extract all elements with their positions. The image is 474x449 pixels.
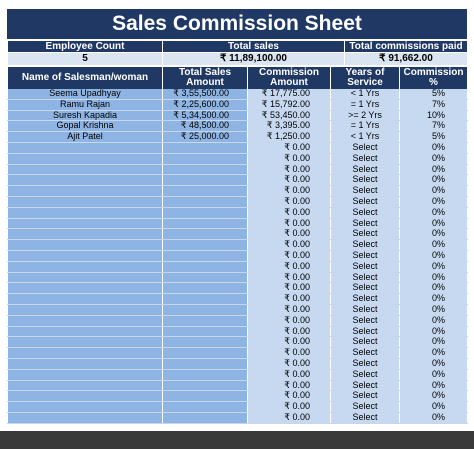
- table-row: [8, 240, 468, 251]
- commission-amount-cell[interactable]: ₹ 3,395.00: [248, 121, 331, 132]
- total-sales-label: Total sales: [163, 40, 345, 53]
- total-sales-cell[interactable]: [163, 315, 248, 326]
- years-of-service-cell[interactable]: Select: [331, 240, 400, 251]
- commission-percent-cell[interactable]: 0%: [400, 358, 468, 369]
- table-row: [8, 153, 468, 164]
- years-of-service-cell[interactable]: Select: [331, 304, 400, 315]
- commission-amount-cell[interactable]: ₹ 0.00: [248, 391, 331, 402]
- salesperson-name-cell[interactable]: [8, 229, 163, 240]
- years-of-service-cell[interactable]: Select: [331, 283, 400, 294]
- commission-percent-cell[interactable]: 5%: [400, 89, 468, 99]
- table-row: [8, 304, 468, 315]
- table-row: [8, 250, 468, 261]
- commission-percent-cell[interactable]: 0%: [400, 186, 468, 197]
- commission-amount-cell[interactable]: ₹ 0.00: [248, 207, 331, 218]
- table-row: [8, 207, 468, 218]
- years-of-service-cell[interactable]: Select: [331, 294, 400, 305]
- commission-amount-cell[interactable]: ₹ 0.00: [248, 326, 331, 337]
- commission-amount-cell[interactable]: ₹ 0.00: [248, 380, 331, 391]
- commission-percent-cell[interactable]: 0%: [400, 240, 468, 251]
- header-total-sales: Total Sales Amount: [163, 66, 248, 89]
- sheet-title: Sales Commission Sheet: [7, 9, 467, 39]
- total-sales-cell[interactable]: [163, 380, 248, 391]
- salesperson-name-cell[interactable]: [8, 196, 163, 207]
- commission-amount-cell[interactable]: ₹ 0.00: [248, 250, 331, 261]
- table-row: [8, 369, 468, 380]
- commission-amount-cell[interactable]: ₹ 0.00: [248, 272, 331, 283]
- commission-amount-cell[interactable]: ₹ 0.00: [248, 196, 331, 207]
- years-of-service-cell[interactable]: Select: [331, 391, 400, 402]
- salesperson-name-cell[interactable]: Ajit Patel: [8, 132, 163, 143]
- total-sales-cell[interactable]: [163, 142, 248, 153]
- total-sales-cell[interactable]: [163, 402, 248, 413]
- years-of-service-cell[interactable]: Select: [331, 337, 400, 348]
- table-row: [8, 402, 468, 413]
- header-years-of-service: Years of Service: [331, 66, 400, 89]
- table-row: [8, 132, 468, 143]
- years-of-service-cell[interactable]: Select: [331, 369, 400, 380]
- total-sales-cell[interactable]: [163, 207, 248, 218]
- years-of-service-cell[interactable]: Select: [331, 218, 400, 229]
- years-of-service-cell[interactable]: Select: [331, 186, 400, 197]
- years-of-service-cell[interactable]: Select: [331, 175, 400, 186]
- years-of-service-cell[interactable]: Select: [331, 142, 400, 153]
- years-of-service-cell[interactable]: Select: [331, 164, 400, 175]
- total-sales-cell[interactable]: [163, 229, 248, 240]
- years-of-service-cell[interactable]: Select: [331, 412, 400, 423]
- commission-percent-cell[interactable]: 0%: [400, 250, 468, 261]
- salesperson-name-cell[interactable]: [8, 391, 163, 402]
- header-commission-percent: Commission %: [400, 66, 468, 89]
- total-sales-cell[interactable]: [163, 272, 248, 283]
- salesperson-name-cell[interactable]: [8, 186, 163, 197]
- table-row: [8, 348, 468, 359]
- years-of-service-cell[interactable]: < 1 Yrs: [331, 132, 400, 143]
- commission-amount-cell[interactable]: ₹ 1,250.00: [248, 132, 331, 143]
- salesperson-name-cell[interactable]: [8, 315, 163, 326]
- years-of-service-cell[interactable]: Select: [331, 250, 400, 261]
- salesperson-name-cell[interactable]: [8, 207, 163, 218]
- total-sales-cell[interactable]: [163, 175, 248, 186]
- total-sales-cell[interactable]: [163, 337, 248, 348]
- salesperson-name-cell[interactable]: Ramu Rajan: [8, 99, 163, 110]
- commission-percent-cell[interactable]: 10%: [400, 110, 468, 121]
- total-sales-cell[interactable]: ₹ 25,000.00: [163, 132, 248, 143]
- commission-amount-cell[interactable]: ₹ 17,775.00: [248, 89, 331, 99]
- salesperson-name-cell[interactable]: [8, 283, 163, 294]
- commission-percent-cell[interactable]: 0%: [400, 380, 468, 391]
- commission-amount-cell[interactable]: ₹ 0.00: [248, 315, 331, 326]
- table-row: [8, 110, 468, 121]
- table-row: [8, 380, 468, 391]
- total-sales-cell[interactable]: [163, 196, 248, 207]
- salesperson-name-cell[interactable]: Suresh Kapadia: [8, 110, 163, 121]
- summary-header-row: [8, 40, 468, 53]
- salesperson-name-cell[interactable]: [8, 294, 163, 305]
- commission-percent-cell[interactable]: 0%: [400, 272, 468, 283]
- employee-count-label: Employee Count: [8, 40, 163, 53]
- table-row: [8, 164, 468, 175]
- salesperson-name-cell[interactable]: [8, 240, 163, 251]
- years-of-service-cell[interactable]: Select: [331, 196, 400, 207]
- commission-percent-cell[interactable]: 0%: [400, 391, 468, 402]
- table-row: [8, 391, 468, 402]
- commission-percent-cell[interactable]: 0%: [400, 153, 468, 164]
- commission-percent-cell[interactable]: 0%: [400, 261, 468, 272]
- salesperson-name-cell[interactable]: [8, 175, 163, 186]
- table-row: [8, 229, 468, 240]
- total-commissions-cell[interactable]: ₹ 91,662.00: [345, 53, 468, 66]
- commission-amount-cell[interactable]: ₹ 0.00: [248, 283, 331, 294]
- years-of-service-cell[interactable]: Select: [331, 229, 400, 240]
- years-of-service-cell[interactable]: Select: [331, 207, 400, 218]
- commission-sheet: [7, 9, 467, 424]
- commission-percent-cell[interactable]: 0%: [400, 402, 468, 413]
- commission-percent-cell[interactable]: 0%: [400, 196, 468, 207]
- commission-percent-cell[interactable]: 7%: [400, 99, 468, 110]
- commission-amount-cell[interactable]: ₹ 0.00: [248, 261, 331, 272]
- commission-percent-cell[interactable]: 0%: [400, 207, 468, 218]
- commission-percent-cell[interactable]: 0%: [400, 142, 468, 153]
- years-of-service-cell[interactable]: Select: [331, 153, 400, 164]
- years-of-service-cell[interactable]: < 1 Yrs: [331, 89, 400, 99]
- header-name: Name of Salesman/woman: [8, 66, 163, 89]
- commission-percent-cell[interactable]: 0%: [400, 412, 468, 423]
- years-of-service-cell[interactable]: Select: [331, 326, 400, 337]
- commission-percent-cell[interactable]: 7%: [400, 121, 468, 132]
- total-sales-cell[interactable]: [163, 358, 248, 369]
- salesperson-name-cell[interactable]: [8, 304, 163, 315]
- commission-amount-cell[interactable]: ₹ 0.00: [248, 294, 331, 305]
- commission-amount-cell[interactable]: ₹ 0.00: [248, 175, 331, 186]
- total-sales-cell[interactable]: [163, 250, 248, 261]
- commission-amount-cell[interactable]: ₹ 53,450.00: [248, 110, 331, 121]
- years-of-service-cell[interactable]: Select: [331, 348, 400, 359]
- table-row: [8, 89, 468, 99]
- commission-percent-cell[interactable]: 0%: [400, 315, 468, 326]
- total-sales-cell[interactable]: ₹ 11,89,100.00: [163, 53, 345, 66]
- commission-percent-cell[interactable]: 0%: [400, 294, 468, 305]
- commission-amount-cell[interactable]: ₹ 0.00: [248, 348, 331, 359]
- commission-amount-cell[interactable]: ₹ 0.00: [248, 304, 331, 315]
- salesperson-name-cell[interactable]: [8, 337, 163, 348]
- salesperson-name-cell[interactable]: [8, 326, 163, 337]
- years-of-service-cell[interactable]: Select: [331, 380, 400, 391]
- commission-table: [7, 65, 468, 424]
- table-row: [8, 326, 468, 337]
- commission-percent-cell[interactable]: 0%: [400, 283, 468, 294]
- commission-percent-cell[interactable]: 0%: [400, 164, 468, 175]
- commission-amount-cell[interactable]: ₹ 0.00: [248, 153, 331, 164]
- table-row: [8, 186, 468, 197]
- total-sales-cell[interactable]: [163, 164, 248, 175]
- salesperson-name-cell[interactable]: [8, 218, 163, 229]
- salesperson-name-cell[interactable]: Seema Upadhyay: [8, 89, 163, 99]
- summary-table: [7, 39, 468, 65]
- salesperson-name-cell[interactable]: Gopal Krishna: [8, 121, 163, 132]
- total-sales-cell[interactable]: [163, 240, 248, 251]
- total-commissions-label: Total commissions paid: [345, 40, 468, 53]
- total-sales-cell[interactable]: [163, 304, 248, 315]
- table-row: [8, 142, 468, 153]
- table-row: [8, 272, 468, 283]
- years-of-service-cell[interactable]: Select: [331, 358, 400, 369]
- salesperson-name-cell[interactable]: [8, 153, 163, 164]
- header-commission-amount: Commission Amount: [248, 66, 331, 89]
- commission-percent-cell[interactable]: 0%: [400, 175, 468, 186]
- years-of-service-cell[interactable]: Select: [331, 402, 400, 413]
- total-sales-cell[interactable]: ₹ 2,25,600.00: [163, 99, 248, 110]
- table-row: [8, 218, 468, 229]
- total-sales-cell[interactable]: [163, 348, 248, 359]
- commission-percent-cell[interactable]: 0%: [400, 326, 468, 337]
- commission-percent-cell[interactable]: 0%: [400, 229, 468, 240]
- years-of-service-cell[interactable]: = 1 Yrs: [331, 99, 400, 110]
- total-sales-cell[interactable]: [163, 391, 248, 402]
- total-sales-cell[interactable]: [163, 283, 248, 294]
- table-row: [8, 337, 468, 348]
- salesperson-name-cell[interactable]: [8, 369, 163, 380]
- years-of-service-cell[interactable]: >= 2 Yrs: [331, 110, 400, 121]
- commission-amount-cell[interactable]: ₹ 0.00: [248, 337, 331, 348]
- table-row: [8, 315, 468, 326]
- total-sales-cell[interactable]: ₹ 3,55,500.00: [163, 89, 248, 99]
- salesperson-name-cell[interactable]: [8, 358, 163, 369]
- commission-amount-cell[interactable]: ₹ 0.00: [248, 369, 331, 380]
- table-row: [8, 412, 468, 423]
- total-sales-cell[interactable]: [163, 412, 248, 423]
- commission-amount-cell[interactable]: ₹ 0.00: [248, 164, 331, 175]
- total-sales-cell[interactable]: ₹ 48,500.00: [163, 121, 248, 132]
- total-sales-cell[interactable]: ₹ 5,34,500.00: [163, 110, 248, 121]
- total-sales-cell[interactable]: [163, 186, 248, 197]
- salesperson-name-cell[interactable]: [8, 380, 163, 391]
- salesperson-name-cell[interactable]: [8, 261, 163, 272]
- salesperson-name-cell[interactable]: [8, 348, 163, 359]
- years-of-service-cell[interactable]: Select: [331, 315, 400, 326]
- years-of-service-cell[interactable]: Select: [331, 272, 400, 283]
- total-sales-cell[interactable]: [163, 369, 248, 380]
- commission-amount-cell[interactable]: ₹ 0.00: [248, 402, 331, 413]
- commission-amount-cell[interactable]: ₹ 0.00: [248, 412, 331, 423]
- table-row: [8, 283, 468, 294]
- commission-amount-cell[interactable]: ₹ 0.00: [248, 186, 331, 197]
- commission-amount-cell[interactable]: ₹ 0.00: [248, 229, 331, 240]
- table-body: [8, 89, 468, 423]
- salesperson-name-cell[interactable]: [8, 164, 163, 175]
- table-row: [8, 121, 468, 132]
- salesperson-name-cell[interactable]: [8, 412, 163, 423]
- salesperson-name-cell[interactable]: [8, 402, 163, 413]
- bottom-bar: [0, 431, 474, 449]
- commission-percent-cell[interactable]: 0%: [400, 218, 468, 229]
- total-sales-cell[interactable]: [163, 326, 248, 337]
- salesperson-name-cell[interactable]: [8, 142, 163, 153]
- summary-value-row: [8, 53, 468, 66]
- commission-percent-cell[interactable]: 0%: [400, 337, 468, 348]
- table-row: [8, 358, 468, 369]
- total-sales-cell[interactable]: [163, 261, 248, 272]
- years-of-service-cell[interactable]: Select: [331, 261, 400, 272]
- column-header-row: [8, 66, 468, 89]
- commission-amount-cell[interactable]: ₹ 15,792.00: [248, 99, 331, 110]
- commission-percent-cell[interactable]: 0%: [400, 348, 468, 359]
- commission-amount-cell[interactable]: ₹ 0.00: [248, 240, 331, 251]
- commission-percent-cell[interactable]: 0%: [400, 369, 468, 380]
- total-sales-cell[interactable]: [163, 153, 248, 164]
- commission-percent-cell[interactable]: 0%: [400, 304, 468, 315]
- commission-amount-cell[interactable]: ₹ 0.00: [248, 358, 331, 369]
- table-row: [8, 294, 468, 305]
- table-row: [8, 99, 468, 110]
- commission-percent-cell[interactable]: 5%: [400, 132, 468, 143]
- table-row: [8, 196, 468, 207]
- commission-amount-cell[interactable]: ₹ 0.00: [248, 218, 331, 229]
- total-sales-cell[interactable]: [163, 218, 248, 229]
- salesperson-name-cell[interactable]: [8, 250, 163, 261]
- salesperson-name-cell[interactable]: [8, 272, 163, 283]
- employee-count-cell[interactable]: 5: [8, 53, 163, 66]
- total-sales-cell[interactable]: [163, 294, 248, 305]
- years-of-service-cell[interactable]: = 1 Yrs: [331, 121, 400, 132]
- table-row: [8, 175, 468, 186]
- commission-amount-cell[interactable]: ₹ 0.00: [248, 142, 331, 153]
- table-row: [8, 261, 468, 272]
